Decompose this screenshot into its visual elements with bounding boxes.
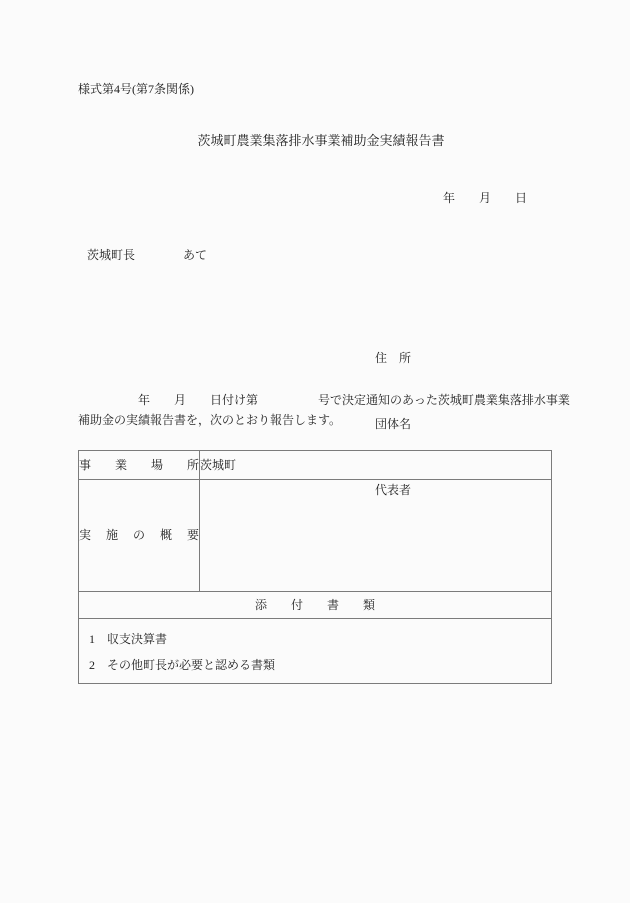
attachments-header-row bbox=[79, 592, 552, 619]
implementation-summary-header: 実 施 の 概 要 bbox=[79, 480, 200, 592]
address-label: 住 所 bbox=[375, 351, 412, 365]
form-number: 様式第4号(第7条関係) bbox=[78, 82, 194, 96]
attachments-list-row bbox=[79, 619, 552, 684]
attachments-header: 添 付 書 類 bbox=[79, 592, 552, 619]
business-location-value: 茨城町 bbox=[200, 451, 552, 480]
attachment-item: 1 収支決算書 bbox=[89, 632, 168, 646]
date-blanks: 年 月 日 bbox=[443, 191, 528, 205]
representative-label: 代表者 bbox=[375, 483, 412, 497]
body-paragraph-line-2: 補助金の実績報告書を，次のとおり報告します。 bbox=[78, 413, 342, 427]
attachments-list bbox=[79, 619, 551, 678]
implementation-summary-row bbox=[79, 480, 552, 592]
attachment-item: 2 その他町長が必要と認める書類 bbox=[89, 658, 276, 672]
report-table bbox=[78, 450, 552, 684]
attachments-list-cell bbox=[79, 619, 552, 684]
implementation-summary-value bbox=[200, 480, 552, 592]
business-location-header: 事 業 場 所 bbox=[79, 451, 200, 480]
document-title: 茨城町農業集落排水事業補助金実績報告書 bbox=[197, 133, 445, 148]
addressee-line: 茨城町長 あて bbox=[87, 248, 208, 262]
organization-name-label: 団体名 bbox=[375, 417, 412, 431]
business-location-row bbox=[79, 451, 552, 480]
body-paragraph-line-1: 年 月 日付け第 号で決定通知のあった茨城町農業集落排水事業 bbox=[78, 393, 570, 407]
